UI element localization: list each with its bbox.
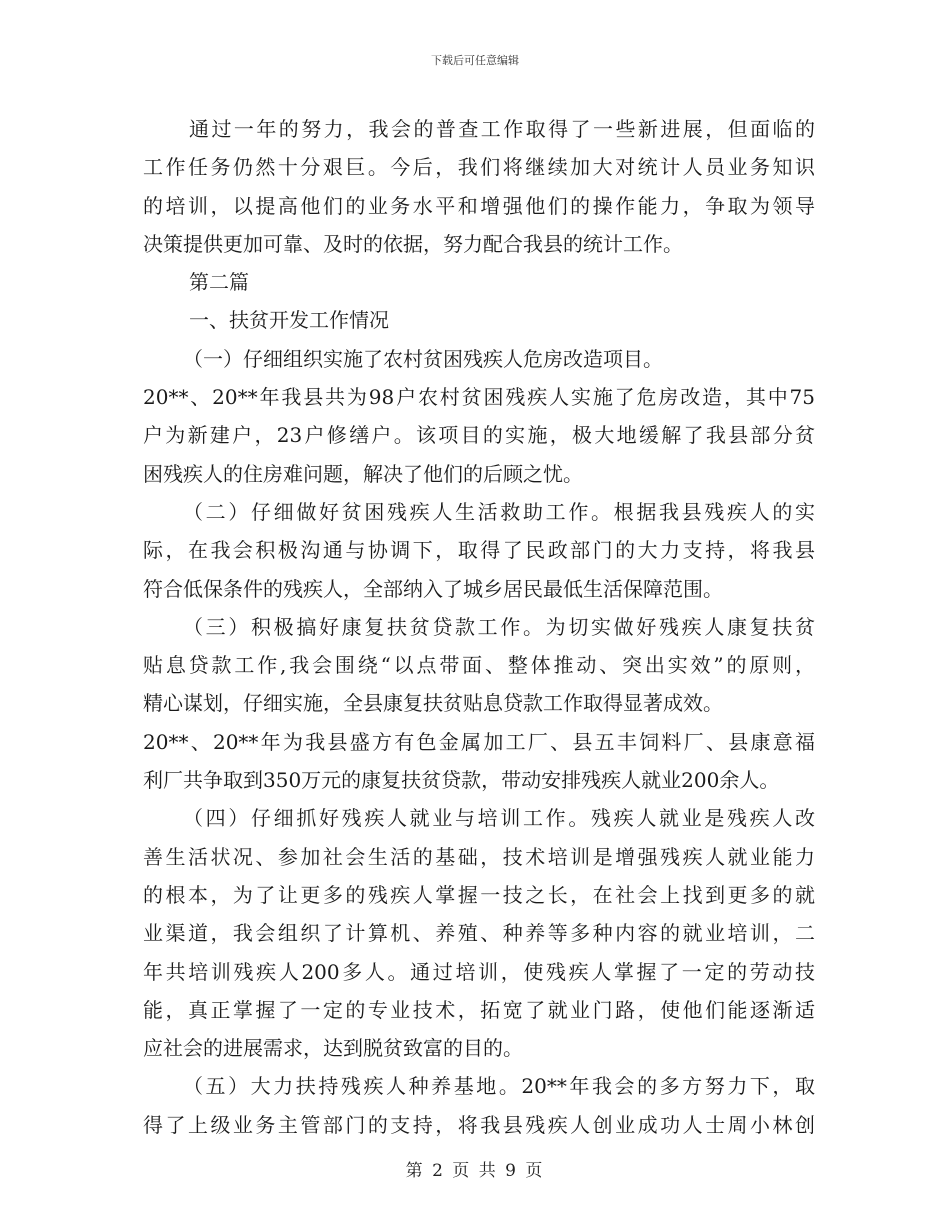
paragraph-line: 善生活状况、参加社会生活的基础，技术培训是增强残疾人就业能力 (143, 844, 815, 869)
paragraph-line: 际，在我会积极沟通与协调下，取得了民政部门的大力支持，将我县 (143, 538, 815, 563)
paragraph-line: 困残疾人的住房难问题，解决了他们的后顾之忧。 (143, 461, 583, 486)
paragraph-line: （四）仔细抓好残疾人就业与培训工作。残疾人就业是残疾人改 (183, 806, 815, 831)
page-number-footer: 第 2 页 共 9 页 (405, 1161, 545, 1181)
paragraph-line: 利厂共争取到350万元的康复扶贫贷款，带动安排残疾人就业200余人。 (143, 768, 780, 793)
paragraph-line: 得了上级业务主管部门的支持，将我县残疾人创业成功人士周小林创 (143, 1112, 815, 1137)
paragraph-line: 应社会的进展需求，达到脱贫致富的目的。 (143, 1036, 523, 1061)
paragraph-line: （三）积极搞好康复扶贫贷款工作。为切实做好残疾人康复扶贫 (183, 614, 815, 639)
paragraph-line: 贴息贷款工作,我会围绕“以点带面、整体推动、突出实效”的原则， (143, 653, 815, 678)
paragraph-line: 业渠道，我会组织了计算机、养殖、种养等多种内容的就业培训，二 (143, 921, 815, 946)
paragraph-line: 工作任务仍然十分艰巨。今后，我们将继续加大对统计人员业务知识 (143, 155, 815, 180)
paragraph-line: （五）大力扶持残疾人种养基地。20**年我会的多方努力下，取 (183, 1074, 815, 1099)
document-body (143, 110, 815, 1144)
paragraph-line: 的根本，为了让更多的残疾人掌握一技之长，在社会上找到更多的就 (143, 882, 815, 907)
paragraph-line: （一）仔细组织实施了农村贫困残疾人危房改造项目。 (183, 346, 663, 371)
section-heading: 第二篇 (189, 270, 249, 295)
paragraph-line: 决策提供更加可靠、及时的依据，努力配合我县的统计工作。 (143, 231, 683, 256)
paragraph-line: 年共培训残疾人200多人。通过培训，使残疾人掌握了一定的劳动技 (143, 959, 815, 984)
page-header: 下载后可任意编辑 (431, 54, 519, 67)
paragraph-line: 符合低保条件的残疾人，全部纳入了城乡居民最低生活保障范围。 (143, 576, 723, 601)
paragraph-line: 户为新建户，23户修缮户。该项目的实施，极大地缓解了我县部分贫 (143, 423, 815, 448)
paragraph-line: 能，真正掌握了一定的专业技术，拓宽了就业门路，使他们能逐渐适 (143, 997, 815, 1022)
paragraph-line: 精心谋划，仔细实施，全县康复扶贫贴息贷款工作取得显著成效。 (143, 691, 723, 716)
paragraph-line: （二）仔细做好贫困残疾人生活救助工作。根据我县残疾人的实 (183, 499, 815, 524)
paragraph-line: 通过一年的努力，我会的普查工作取得了一些新进展，但面临的 (189, 117, 815, 141)
section-heading: 一、扶贫开发工作情况 (189, 308, 389, 333)
paragraph-line: 20**、20**年为我县盛方有色金属加工厂、县五丰饲料厂、县康意福 (143, 729, 815, 754)
paragraph-line: 的培训，以提高他们的业务水平和增强他们的操作能力，争取为领导 (143, 193, 815, 218)
paragraph-line: 20**、20**年我县共为98户农村贫困残疾人实施了危房改造，其中75 (143, 385, 815, 410)
